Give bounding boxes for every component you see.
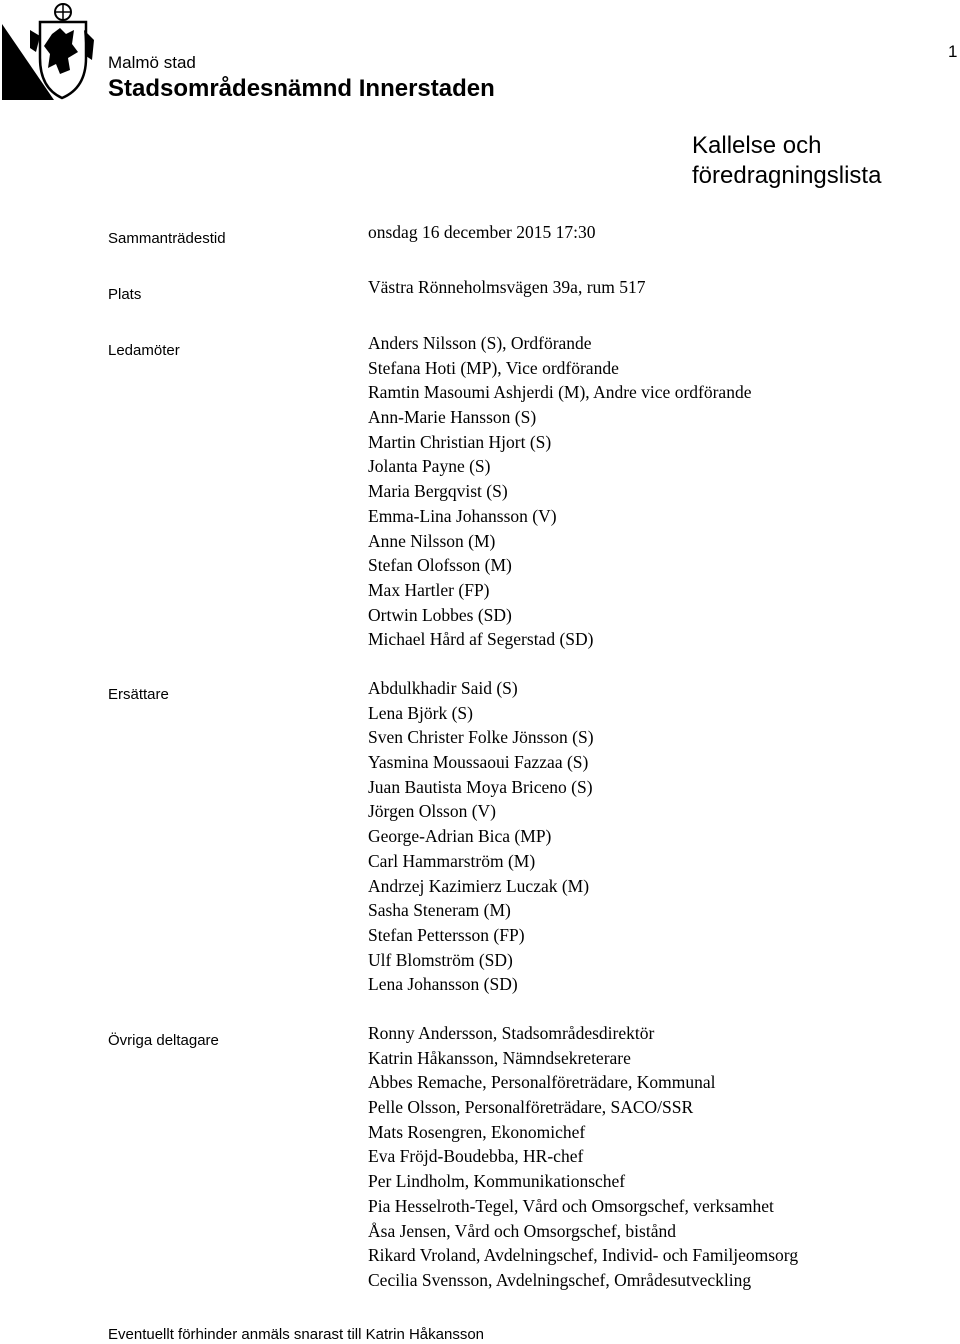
list-item: Maria Bergqvist (S) (368, 481, 508, 502)
list-item: Pelle Olsson, Personalföreträdare, SACO/SSR (368, 1097, 694, 1118)
meeting-place-value: Västra Rönneholmsvägen 39a, rum 517 (368, 277, 646, 297)
list-item: Åsa Jensen, Vård och Omsorgschef, bistånd (368, 1220, 676, 1241)
list-item: Ortwin Lobbes (SD) (368, 604, 512, 625)
list-item: Ronny Andersson, Stadsområdesdirektör (368, 1023, 655, 1043)
meeting-date-value: onsdag 16 december 2015 17:30 (368, 222, 596, 242)
others-list (368, 1021, 798, 1293)
document-title-line-1: Kallelse och (692, 132, 822, 159)
list-item: Ulf Blomström (SD) (368, 949, 513, 970)
committee-name: Stadsområdesnämnd Innerstaden (108, 75, 495, 102)
list-item: Sasha Steneram (M) (368, 900, 511, 921)
list-item: Sven Christer Folke Jönsson (S) (368, 727, 594, 748)
list-item: Anne Nilsson (M) (368, 530, 496, 551)
list-item: Ramtin Masoumi Ashjerdi (M), Andre vice ordförande (368, 382, 752, 403)
list-item: Ann-Marie Hansson (S) (368, 407, 537, 428)
list-item: Pia Hesselroth-Tegel, Vård och Omsorgschef, verksamhet (368, 1195, 774, 1216)
list-item: Anders Nilsson (S), Ordförande (368, 333, 592, 353)
list-item: Stefana Hoti (MP), Vice ordförande (368, 357, 619, 378)
page-number: 1 (948, 42, 958, 61)
list-item: Emma-Lina Johansson (V) (368, 505, 557, 526)
list-item: Cecilia Svensson, Avdelningschef, Områdesutveckling (368, 1269, 752, 1290)
list-item: Yasmina Moussaoui Fazzaa (S) (368, 752, 589, 773)
organization-name: Malmö stad (108, 53, 196, 72)
list-item: Abdulkhadir Said (S) (368, 678, 518, 698)
list-item: Andrzej Kazimierz Luczak (M) (368, 875, 590, 896)
meeting-date-label: Sammanträdestid (108, 230, 226, 247)
list-item: Mats Rosengren, Ekonomichef (368, 1121, 586, 1142)
footer-note: Eventuellt förhinder anmäls snarast till Katrin Håkansson (108, 1326, 485, 1343)
list-item: Abbes Remache, Personalföreträdare, Kommunal (368, 1072, 716, 1093)
list-item: George-Adrian Bica (MP) (368, 826, 552, 847)
others-label: Övriga deltagare (108, 1032, 219, 1049)
list-item: Carl Hammarström (M) (368, 850, 536, 871)
list-item: Lena Johansson (SD) (368, 974, 518, 995)
list-item: Michael Hård af Segerstad (SD) (368, 629, 594, 650)
list-item: Stefan Pettersson (FP) (368, 924, 525, 945)
substitutes-label: Ersättare (108, 686, 169, 703)
list-item: Juan Bautista Moya Briceno (S) (368, 776, 593, 797)
list-item: Stefan Olofsson (M) (368, 555, 512, 576)
list-item: Rikard Vroland, Avdelningschef, Individ- och Familjeomsorg (368, 1245, 799, 1266)
list-item: Per Lindholm, Kommunikationschef (368, 1171, 626, 1192)
document-title (692, 131, 881, 191)
list-item: Martin Christian Hjort (S) (368, 431, 552, 452)
substitutes-list (368, 676, 594, 997)
list-item: Jolanta Payne (S) (368, 456, 491, 477)
document-title-line-2: föredragningslista (692, 162, 882, 189)
malmo-coat-of-arms-icon (0, 0, 96, 104)
list-item: Lena Björk (S) (368, 702, 473, 723)
list-item: Eva Fröjd-Boudebba, HR-chef (368, 1146, 584, 1167)
members-list (368, 331, 751, 652)
members-label: Ledamöter (108, 342, 180, 359)
meeting-place-label: Plats (108, 286, 142, 303)
list-item: Jörgen Olsson (V) (368, 801, 497, 822)
list-item: Max Hartler (FP) (368, 579, 490, 600)
list-item: Katrin Håkansson, Nämndsekreterare (368, 1047, 631, 1068)
